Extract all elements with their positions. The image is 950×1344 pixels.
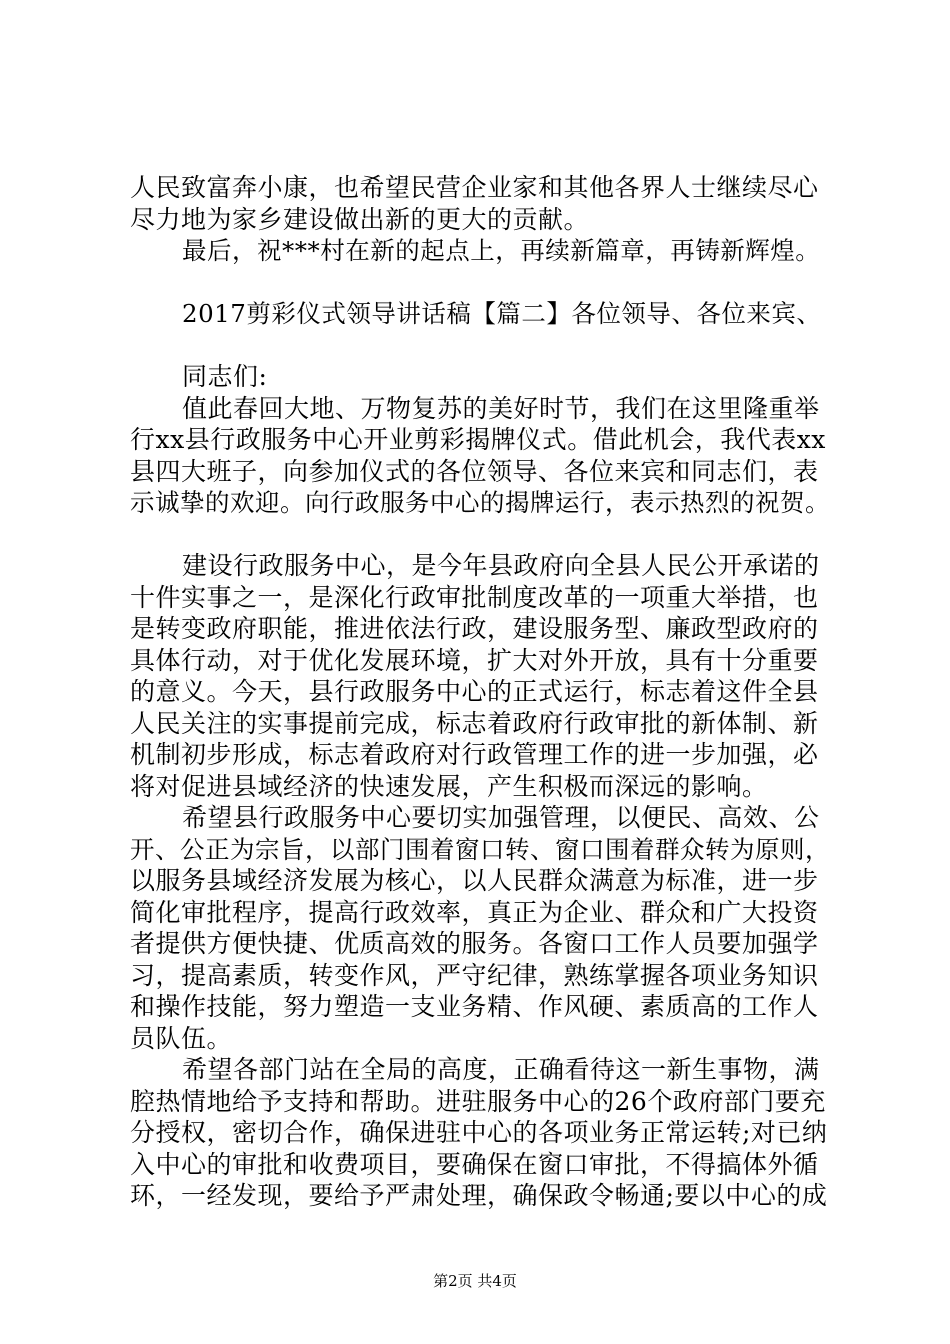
- text-line: 和操作技能，努力塑造一支业务精、作风硬、素质高的工作人: [130, 992, 819, 1021]
- text-line: 希望县行政服务中心要切实加强管理，以便民、高效、公: [182, 803, 820, 832]
- text-line: 机制初步形成，标志着政府对行政管理工作的进一步加强，必: [130, 740, 819, 769]
- text-line: 2017剪彩仪式领导讲话稿【篇二】各位领导、各位来宾、: [182, 299, 822, 328]
- text-line: 值此春回大地、万物复苏的美好时节，我们在这里隆重举: [182, 393, 820, 423]
- blank-line: [130, 267, 830, 299]
- text-line: 人民致富奔小康，也希望民营企业家和其他各界人士继续尽心: [130, 173, 819, 202]
- text-line: 入中心的审批和收费项目，要确保在窗口审批，不得搞体外循: [130, 1149, 819, 1179]
- text-line: 环，一经发现，要给予严肃处理，确保政令畅通;要以中心的成: [130, 1181, 828, 1210]
- text-line: 开、公正为宗旨，以部门围着窗口转、窗口围着群众转为原则，: [130, 834, 830, 864]
- text-line: 者提供方便快捷、优质高效的服务。各窗口工作人员要加强学: [130, 929, 819, 958]
- text-line: 简化审批程序，提高行政效率，真正为企业、群众和广大投资: [130, 897, 819, 927]
- text-line: 十件实事之一，是深化行政审批制度改革的一项重大举措，也: [130, 582, 819, 612]
- text-line: 行xx县行政服务中心开业剪彩揭牌仪式。借此机会，我代表xx: [130, 425, 826, 454]
- text-line: 分授权，密切合作，确保进驻中心的各项业务正常运转;对已纳: [130, 1118, 828, 1147]
- blank-line: [130, 519, 830, 551]
- text-line: 希望各部门站在全局的高度，正确看待这一新生事物，满: [182, 1055, 820, 1084]
- text-line: 建设行政服务中心，是今年县政府向全县人民公开承诺的: [182, 551, 820, 580]
- text-line: 以服务县域经济发展为核心，以人民群众满意为标准，进一步: [130, 866, 819, 895]
- text-line: 习，提高素质，转变作风，严守纪律，熟练掌握各项业务知识: [130, 960, 819, 990]
- text-line: 是转变政府职能，推进依法行政，建设服务型、廉政型政府的: [130, 614, 819, 643]
- text-line: 县四大班子，向参加仪式的各位领导、各位来宾和同志们，表: [130, 456, 819, 486]
- text-line: 示诚挚的欢迎。向行政服务中心的揭牌运行，表示热烈的祝贺。: [130, 488, 830, 517]
- text-line: 将对促进县域经济的快速发展，产生积极而深远的影响。: [130, 771, 768, 801]
- text-line: 腔热情地给予支持和帮助。进驻服务中心的26个政府部门要充: [130, 1086, 826, 1116]
- text-line: 最后，祝***村在新的起点上，再续新篇章，再铸新辉煌。: [182, 236, 821, 265]
- document-body: [130, 172, 830, 1212]
- text-line: 尽力地为家乡建设做出新的更大的贡献。: [130, 204, 590, 234]
- text-line: 具体行动，对于优化发展环境，扩大对外开放，具有十分重要: [130, 645, 819, 675]
- text-line: 员队伍。: [130, 1023, 233, 1053]
- blank-line: [130, 330, 830, 362]
- text-line: 的意义。今天，县行政服务中心的正式运行，标志着这件全县: [130, 677, 819, 706]
- page-footer: 第2页 共4页: [433, 1272, 517, 1290]
- text-line: 同志们:: [182, 362, 268, 391]
- text-line: 人民关注的实事提前完成，标志着政府行政审批的新体制、新: [130, 708, 819, 738]
